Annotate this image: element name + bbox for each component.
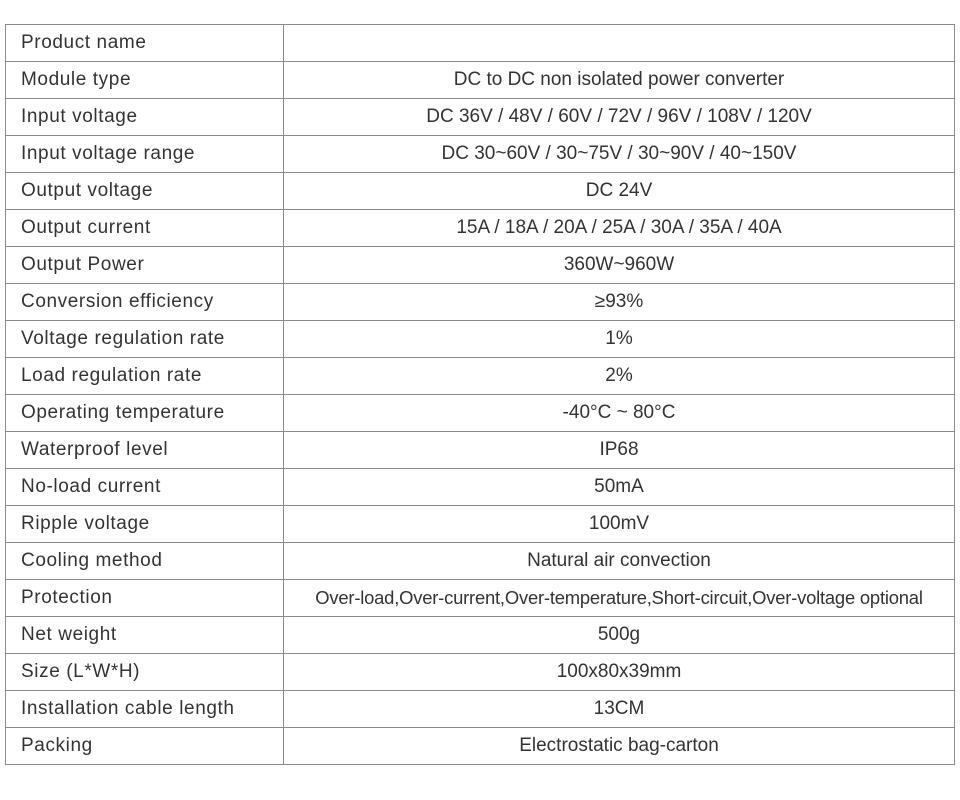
row-label: Output voltage <box>6 173 284 210</box>
table-row <box>6 210 955 247</box>
table-row <box>6 506 955 543</box>
row-label: Net weight <box>6 617 284 654</box>
row-label: Product name <box>6 25 284 62</box>
table-row <box>6 617 955 654</box>
table-row <box>6 728 955 765</box>
row-label: Voltage regulation rate <box>6 321 284 358</box>
table-row <box>6 432 955 469</box>
row-value: 500g <box>284 617 955 654</box>
row-value: 15A / 18A / 20A / 25A / 30A / 35A / 40A <box>284 210 955 247</box>
row-label: Load regulation rate <box>6 358 284 395</box>
row-value: 100x80x39mm <box>284 654 955 691</box>
row-value: DC 24V <box>284 173 955 210</box>
row-value: -40°C ~ 80°C <box>284 395 955 432</box>
table-row <box>6 469 955 506</box>
row-value: Electrostatic bag-carton <box>284 728 955 765</box>
row-value: DC 36V / 48V / 60V / 72V / 96V / 108V / 120V <box>284 99 955 136</box>
row-value: DC 30~60V / 30~75V / 30~90V / 40~150V <box>284 136 955 173</box>
row-label: Ripple voltage <box>6 506 284 543</box>
table-row <box>6 62 955 99</box>
row-value: Over-load,Over-current,Over-temperature,Short-circuit,Over-voltage optional <box>284 580 955 617</box>
row-label: Installation cable length <box>6 691 284 728</box>
table-row <box>6 136 955 173</box>
row-label: Cooling method <box>6 543 284 580</box>
row-label: No-load current <box>6 469 284 506</box>
row-value <box>284 25 955 62</box>
row-label: Operating temperature <box>6 395 284 432</box>
table-row <box>6 247 955 284</box>
table-row <box>6 654 955 691</box>
row-label: Input voltage <box>6 99 284 136</box>
row-label: Size (L*W*H) <box>6 654 284 691</box>
spec-table <box>5 24 955 765</box>
row-label: Conversion efficiency <box>6 284 284 321</box>
row-label: Protection <box>6 580 284 617</box>
row-label: Packing <box>6 728 284 765</box>
row-label: Output current <box>6 210 284 247</box>
spec-table-body <box>6 25 955 765</box>
row-value: 1% <box>284 321 955 358</box>
table-row <box>6 99 955 136</box>
table-row <box>6 691 955 728</box>
table-row <box>6 284 955 321</box>
row-value: 13CM <box>284 691 955 728</box>
row-value: 360W~960W <box>284 247 955 284</box>
row-value: 50mA <box>284 469 955 506</box>
table-row <box>6 543 955 580</box>
row-label: Waterproof level <box>6 432 284 469</box>
table-row <box>6 358 955 395</box>
row-label: Module type <box>6 62 284 99</box>
table-row <box>6 580 955 617</box>
row-label: Input voltage range <box>6 136 284 173</box>
table-row <box>6 321 955 358</box>
row-value: 100mV <box>284 506 955 543</box>
table-row <box>6 173 955 210</box>
table-row <box>6 395 955 432</box>
table-row <box>6 25 955 62</box>
row-value: IP68 <box>284 432 955 469</box>
row-value: 2% <box>284 358 955 395</box>
row-value: DC to DC non isolated power converter <box>284 62 955 99</box>
row-value: ≥93% <box>284 284 955 321</box>
row-value: Natural air convection <box>284 543 955 580</box>
row-label: Output Power <box>6 247 284 284</box>
